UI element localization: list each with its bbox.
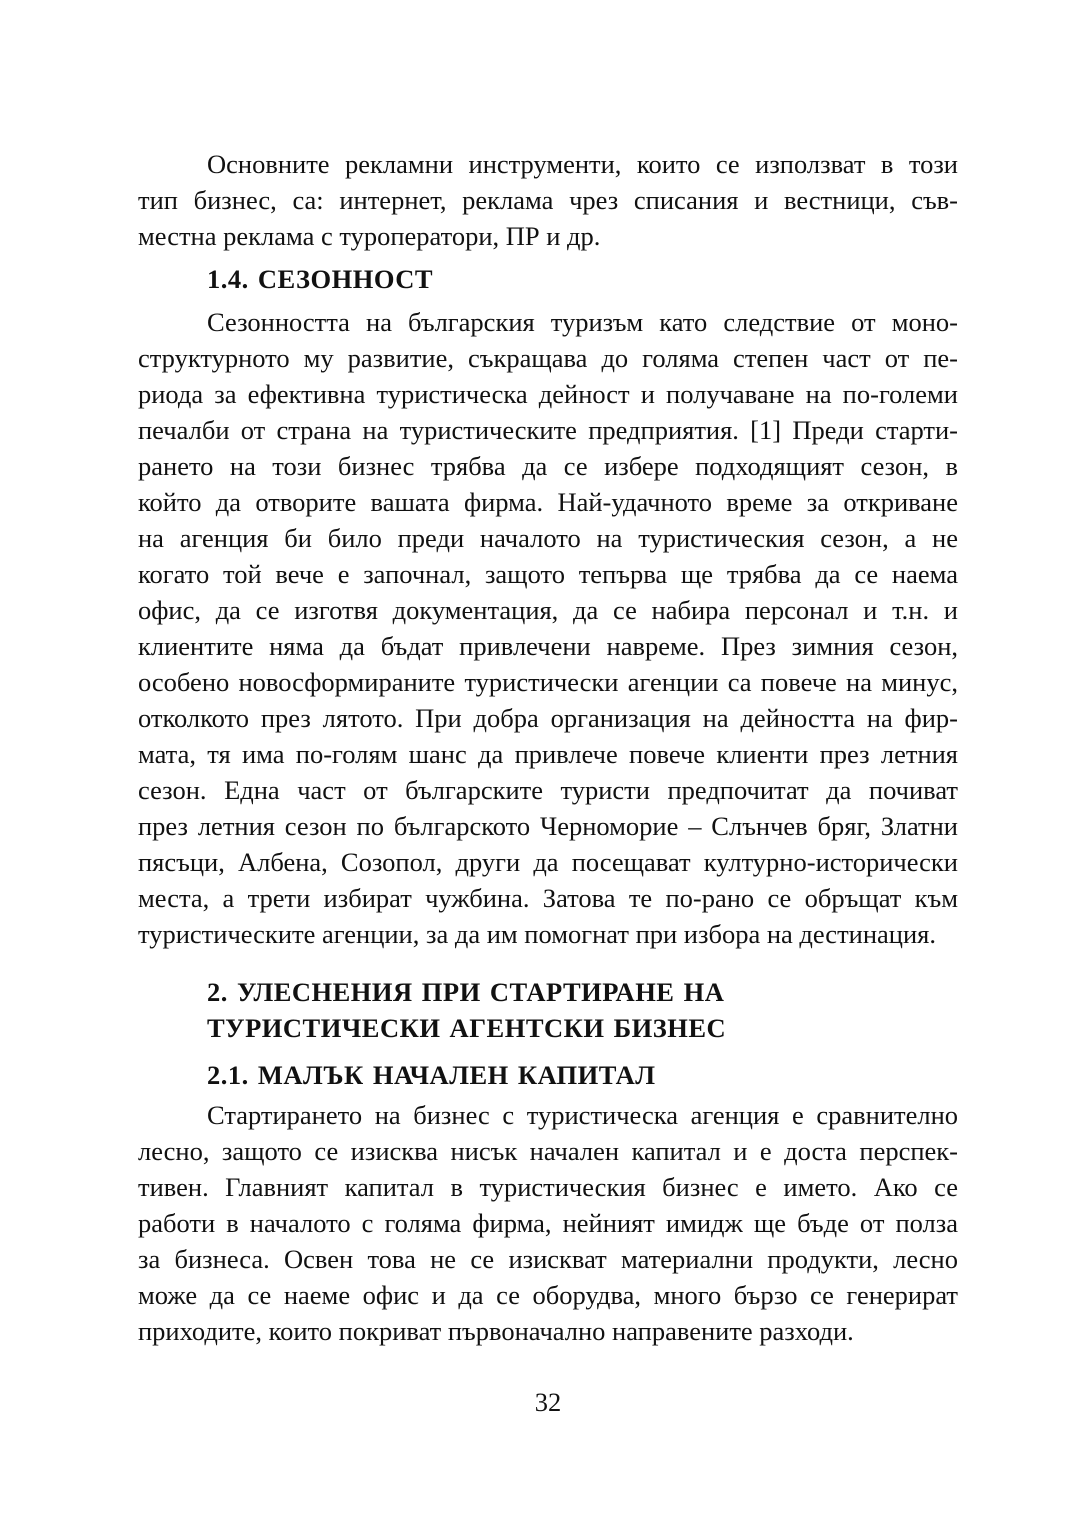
text-line: риода за ефективна туристическа дейност и получаване на по-големи xyxy=(138,379,958,409)
text-line: може да се наеме офис и да се оборудва, много бързо се генерират xyxy=(138,1280,958,1310)
section-heading xyxy=(138,1057,958,1093)
text-line: туристическите агенции, за да им помогнат при избора на дестинация. xyxy=(138,919,936,949)
text-line: лесно, защото се изисква нисък начален капитал и е доста перспек- xyxy=(138,1136,958,1166)
heading-line: 2.1. МАЛЪК НАЧАЛЕН КАПИТАЛ xyxy=(207,1060,656,1090)
text-line: който да отворите вашата фирма. Най-удачното време за откриване xyxy=(138,487,958,517)
text-line: приходите, които покриват първоначално направените разходи. xyxy=(138,1316,854,1346)
heading-line: ТУРИСТИЧЕСКИ АГЕНТСКИ БИЗНЕС xyxy=(207,1013,727,1043)
text-line: клиентите няма да бъдат привлечени навреме. През зимния сезон, xyxy=(138,631,958,661)
text-line: Сезонността на българския туризъм като следствие от моно- xyxy=(207,307,958,337)
text-line: през летния сезон по българското Черноморие – Слънчев бряг, Златни xyxy=(138,811,958,841)
text-line: Стартирането на бизнес с туристическа агенция е сравнително xyxy=(207,1100,958,1130)
text-line: пясъци, Албена, Созопол, други да посещават културно-исторически xyxy=(138,847,958,877)
paragraph xyxy=(138,1097,958,1349)
text-line: структурното му развитие, съкращава до голяма степен част от пе- xyxy=(138,343,958,373)
text-line: местна реклама с туроператори, ПР и др. xyxy=(138,221,601,251)
section-heading xyxy=(138,261,958,297)
text-line: рането на този бизнес трябва да се избере подходящият сезон, в xyxy=(138,451,958,481)
paragraph xyxy=(138,146,958,254)
text-line: Основните рекламни инструменти, които се използват в този xyxy=(207,149,958,179)
text-line: печалби от страна на туристическите предприятия. [1] Преди старти- xyxy=(138,415,958,445)
heading-line: 2. УЛЕСНЕНИЯ ПРИ СТАРТИРАНЕ НА xyxy=(207,977,725,1007)
text-line: на агенция би било преди началото на туристическия сезон, а не xyxy=(138,523,958,553)
text-line: тип бизнес, са: интернет, реклама чрез списания и вестници, съв- xyxy=(138,185,958,215)
text-line: отколкото през лятото. При добра организация на дейността на фир- xyxy=(138,703,958,733)
text-line: офис, да се изготвя документация, да се набира персонал и т.н. и xyxy=(138,595,958,625)
text-line: работи в началото с голяма фирма, нейният имидж ще бъде от полза xyxy=(138,1208,958,1238)
text-line: тивен. Главният капитал в туристическия бизнес е името. Ако се xyxy=(138,1172,958,1202)
text-line: мата, тя има по-голям шанс да привлече повече клиенти през летния xyxy=(138,739,958,769)
page-number: 32 xyxy=(534,1387,562,1417)
paragraph xyxy=(138,304,958,952)
text-line: особено новосформираните туристически агенции са повече на минус, xyxy=(138,667,958,697)
text-line: когато той вече е започнал, защото тепърва ще трябва да се наема xyxy=(138,559,958,589)
page-text xyxy=(138,146,958,1349)
text-line: места, а трети избират чужбина. Затова те по-рано се обръщат към xyxy=(138,883,958,913)
heading-line: 1.4. СЕЗОННОСТ xyxy=(207,264,434,294)
text-line: сезон. Една част от българските туристи предпочитат да почиват xyxy=(138,775,958,805)
section-heading xyxy=(138,974,958,1046)
text-line: за бизнеса. Освен това не се изискват материални продукти, лесно xyxy=(138,1244,958,1274)
